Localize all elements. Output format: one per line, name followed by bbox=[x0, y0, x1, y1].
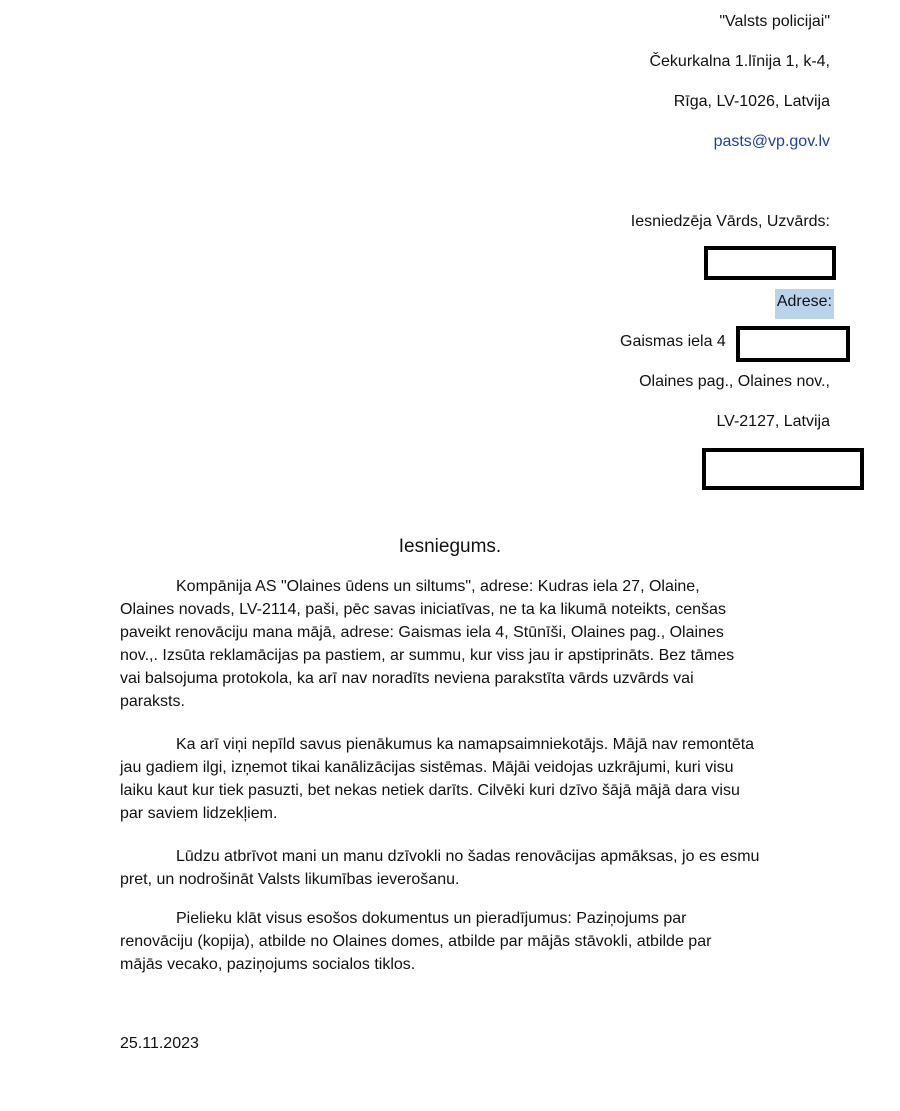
recipient-email-link[interactable]: pasts@vp.gov.lv bbox=[713, 133, 830, 150]
paragraph-2 bbox=[120, 733, 840, 825]
address-region: Olaines pag., Olaines nov., bbox=[639, 373, 830, 390]
applicant-name-label: Iesniedzēja Vārds, Uzvārds: bbox=[630, 213, 830, 230]
recipient-street: Čekurkalna 1.līnija 1, k-4, bbox=[649, 53, 830, 70]
paragraph-line: Ka arī viņi nepīld savus pienākumus ka namapsaimniekotājs. Mājā nav remontēta bbox=[176, 736, 755, 753]
paragraph-line: laiku kaut kur tiek pasuzti, bet nekas netiek darīts. Cilvēki kuri dzīvo šājā mājā dara visu bbox=[120, 782, 740, 799]
address-label: Adrese: bbox=[775, 289, 834, 319]
paragraph-line: pret, un nodrošināt Valsts likumības ieverošanu. bbox=[120, 871, 460, 888]
recipient-name: "Valsts policijai" bbox=[719, 13, 830, 30]
paragraph-line: mājās vecako, paziņojums socialos tiklos. bbox=[120, 956, 416, 973]
redaction-box-name bbox=[704, 246, 836, 280]
paragraph-line: Pielieku klāt visus esošos dokumentus un pieradījumus: Paziņojums par bbox=[176, 910, 687, 927]
paragraph-line: vai balsojuma protokola, ka arī nav noradīts neviena parakstīta vārds uzvārds vai bbox=[120, 670, 694, 687]
paragraph-line: par saviem lidzekļiem. bbox=[120, 805, 278, 822]
paragraph-line: renovāciju (kopija), atbilde no Olaines domes, atbilde par mājās stāvokli, atbilde par bbox=[120, 933, 712, 950]
paragraph-3 bbox=[120, 845, 840, 891]
paragraph-line: paveikt renovāciju mana mājā, adrese: Gaismas iela 4, Stūnīši, Olaines pag., Olaines bbox=[120, 624, 724, 641]
redaction-box-house bbox=[736, 326, 850, 362]
paragraph-line: paraksts. bbox=[120, 693, 185, 710]
paragraph-line: nov.,. Izsūta reklamācijas pa pastiem, ar summu, kur viss jau ir apstiprināts. Bez tāmes bbox=[120, 647, 735, 664]
paragraph-4 bbox=[120, 907, 840, 976]
document-date: 25.11.2023 bbox=[120, 1035, 199, 1052]
recipient-city: Rīga, LV-1026, Latvija bbox=[673, 93, 830, 110]
address-postal: LV-2127, Latvija bbox=[716, 413, 830, 430]
paragraph-line: Lūdzu atbrīvot mani un manu dzīvokli no šadas renovācijas apmāksas, jo es esmu bbox=[176, 848, 760, 865]
paragraph-1 bbox=[120, 575, 840, 713]
address-label-wrap bbox=[775, 292, 834, 312]
paragraph-line: Kompānija AS "Olaines ūdens un siltums", adrese: Kudras iela 27, Olaine, bbox=[176, 578, 700, 595]
address-street: Gaismas iela 4 bbox=[620, 333, 726, 350]
redaction-box-extra bbox=[702, 448, 864, 490]
paragraph-line: jau gadiem ilgi, izņemot tikai kanālizācijas sistēmas. Mājāi veidojas uzkrājumi, kuri visu bbox=[120, 759, 734, 776]
paragraph-line: Olaines novads, LV-2114, paši, pēc savas iniciatīvas, ne ta ka likumā noteikts, cenšas bbox=[120, 601, 726, 618]
document-title: Iesniegums. bbox=[398, 536, 502, 557]
